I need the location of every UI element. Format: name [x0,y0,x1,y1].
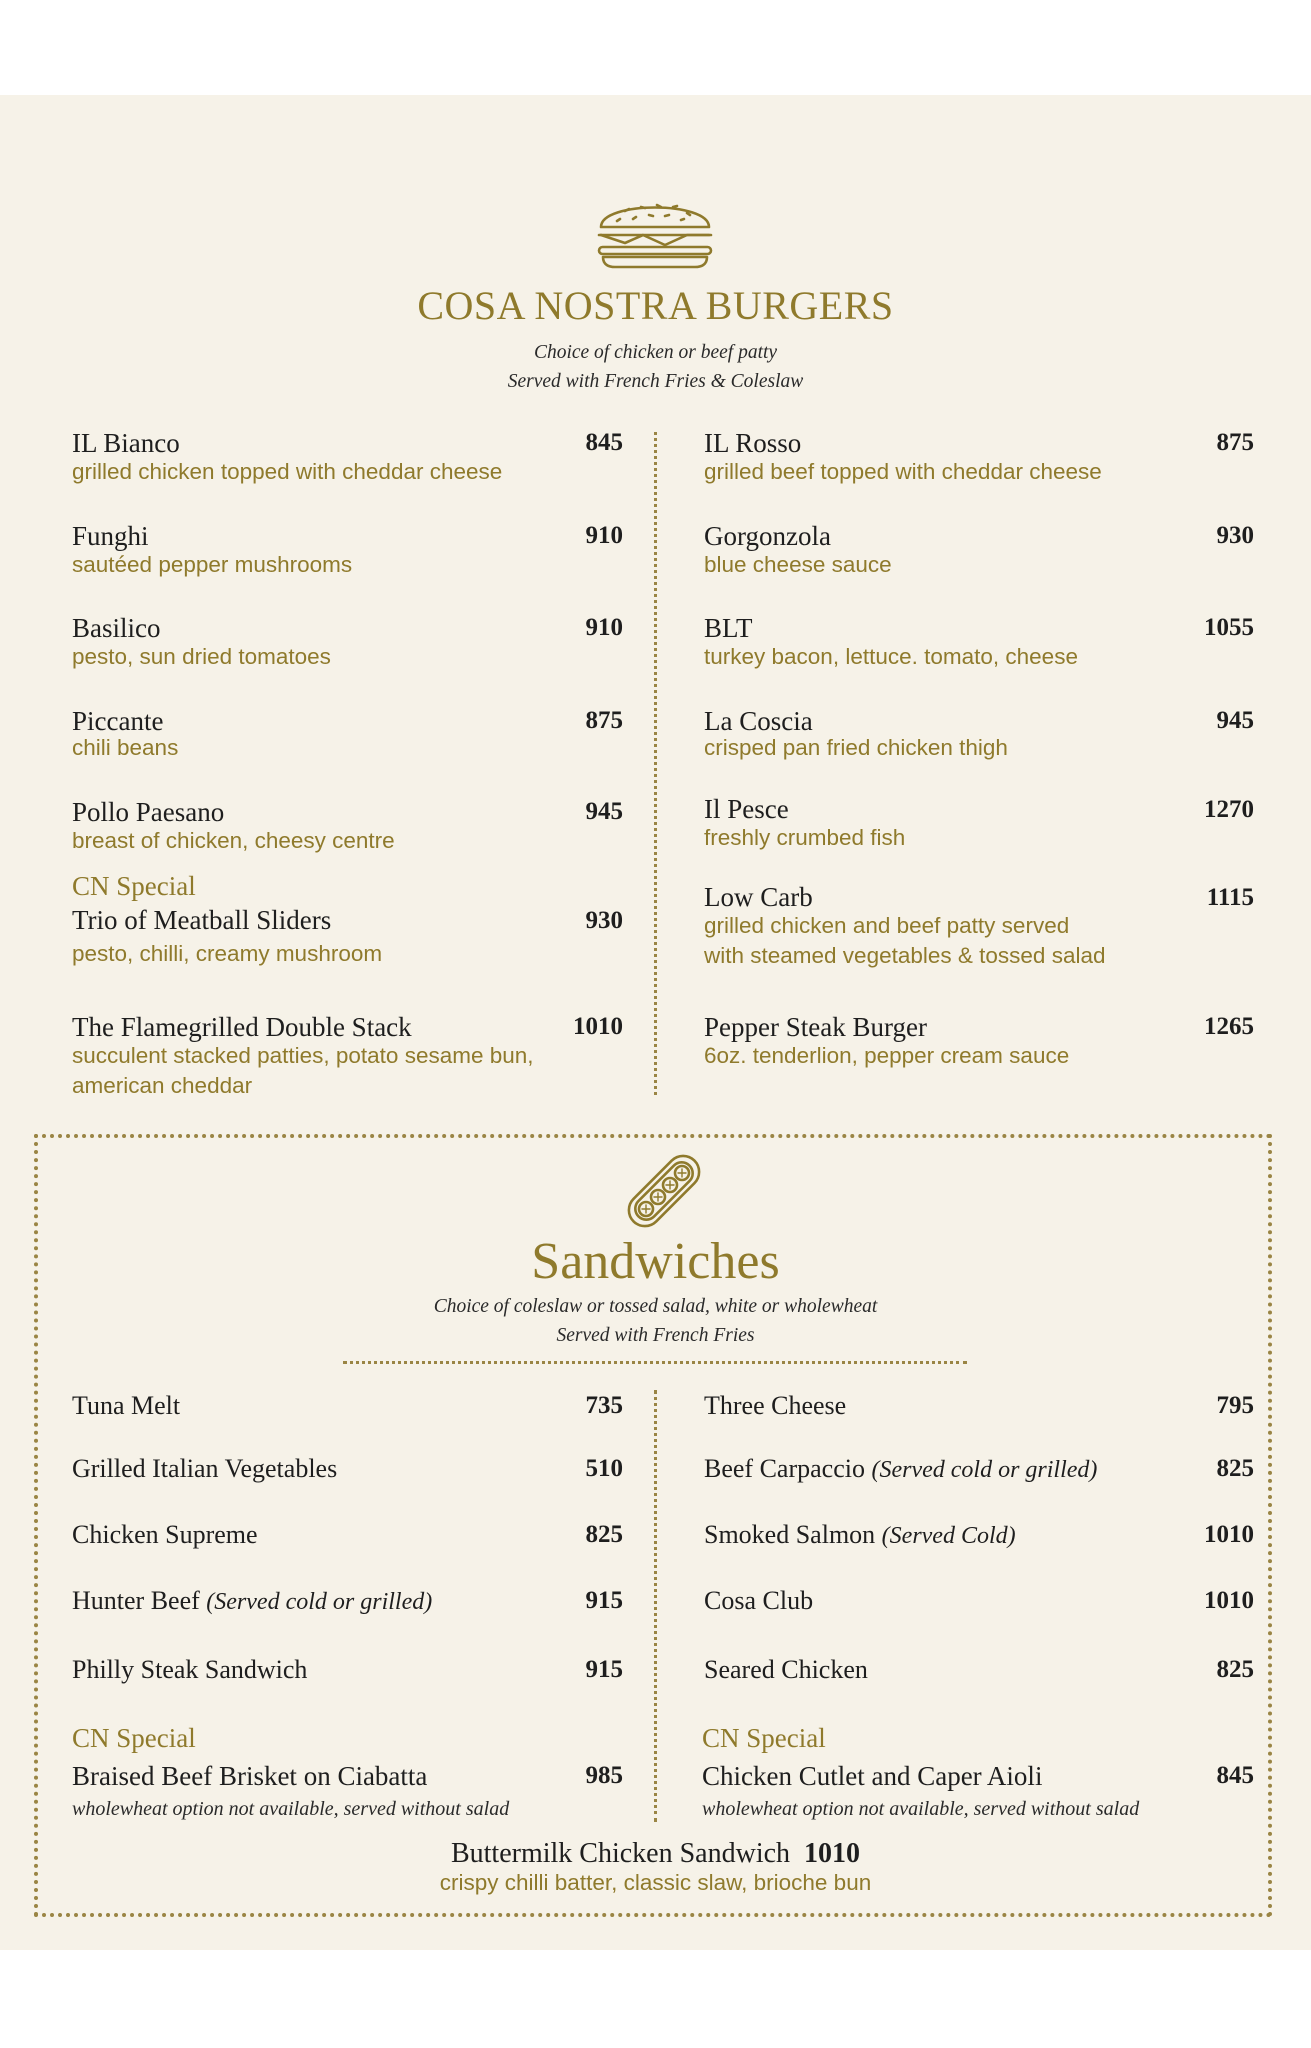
menu-item-price: 1265 [1204,1013,1254,1040]
menu-item-name-text: Beef Carpaccio [704,1454,865,1483]
menu-item-name: IL Rosso [704,428,802,458]
cn-special-label: CN Special [72,871,196,901]
sandwiches-subtitle-choice: Choice of coleslaw or tossed salad, white or wholewheat [433,1296,878,1317]
menu-item-description: succulent stacked patties, potato sesame bun, [72,1043,534,1068]
menu-item-name: Pollo Paesano [72,797,225,827]
sandwiches-subtitle-sides: Served with French Fries [556,1325,755,1346]
featured-sandwich [0,1838,1311,1870]
menu-item-description: pesto, sun dried tomatoes [72,644,331,669]
menu-item-price: 1010 [1204,1587,1254,1614]
menu-item-description: sautéed pepper mushrooms [72,552,353,577]
menu-item-description: 6oz. tenderlion, pepper cream sauce [704,1043,1070,1068]
menu-item-name [704,1454,1097,1484]
menu-item-price: 945 [1216,707,1254,734]
cn-special-label: CN Special [702,1723,826,1753]
menu-item-name: Basilico [72,613,161,643]
menu-item-name: BLT [704,613,753,643]
menu-item-price: 985 [585,1762,623,1789]
sandwiches-section-title: Sandwiches [531,1233,780,1290]
menu-item-name: Cosa Club [704,1586,814,1615]
menu-item-price: 945 [585,798,623,825]
menu-item-description-continued: with steamed vegetables & tossed salad [704,943,1106,968]
menu-item-price: 930 [1216,522,1254,549]
menu-item-description: grilled chicken and beef patty served [704,913,1070,938]
menu-item-price: 875 [1216,429,1254,456]
menu-item-description: grilled beef topped with cheddar cheese [704,459,1102,484]
menu-item-name: Grilled Italian Vegetables [72,1454,338,1483]
menu-item-price: 1270 [1204,796,1254,823]
menu-item-name: Buttermilk Chicken Sandwich [450,1838,791,1869]
menu-item-name: Low Carb [704,882,813,912]
menu-item-price: 795 [1216,1392,1254,1419]
menu-item-name: Gorgonzola [704,521,831,551]
menu-item-price: 1055 [1204,614,1254,641]
menu-item-name: IL Bianco [72,428,180,458]
serving-note: (Served Cold) [881,1523,1016,1549]
menu-item-price: 915 [585,1656,623,1683]
menu-item-price: 510 [585,1455,623,1482]
menu-item-description: blue cheese sauce [704,552,892,577]
menu-item-name-text: Hunter Beef [72,1586,200,1615]
menu-item-name: Braised Beef Brisket on Ciabatta [72,1761,428,1791]
menu-item-price: 1010 [804,1838,861,1869]
menu-item-price: 825 [1216,1656,1254,1683]
menu-item-note: wholewheat option not available, served without salad [72,1798,510,1820]
menu-item-price: 845 [585,429,623,456]
serving-note: (Served cold or grilled) [206,1589,433,1615]
menu-item-name [72,1586,432,1616]
menu-item-price: 1010 [573,1013,623,1040]
burgers-subtitle-patty: Choice of chicken or beef patty [533,342,778,363]
menu-item-name: Chicken Supreme [72,1520,258,1549]
sandwiches-header-divider [343,1361,967,1364]
menu-item-description: breast of chicken, cheesy centre [72,828,395,853]
menu-item-name: Seared Chicken [704,1655,868,1684]
menu-item-name: Trio of Meatball Sliders [72,905,332,935]
menu-item-price: 735 [585,1392,623,1419]
menu-item-price: 1010 [1204,1521,1254,1548]
cn-special-label: CN Special [72,1723,196,1753]
menu-item-description: turkey bacon, lettuce. tomato, cheese [704,644,1078,669]
menu-item-price: 1115 [1206,884,1254,911]
menu-item-price: 825 [585,1521,623,1548]
menu-item-price: 915 [585,1587,623,1614]
menu-item-price: 845 [1216,1762,1254,1789]
menu-item-name: Tuna Melt [72,1391,181,1420]
menu-item-name: Pepper Steak Burger [704,1012,927,1042]
menu-item-name: Chicken Cutlet and Caper Aioli [702,1761,1043,1791]
menu-item-description: pesto, chilli, creamy mushroom [72,941,383,966]
serving-note: (Served cold or grilled) [871,1457,1098,1483]
burger-icon [595,191,715,269]
menu-item-description: chili beans [72,735,179,760]
menu-item-price: 875 [585,707,623,734]
menu-item-name [704,1520,1016,1550]
menu-item-name: Il Pesce [704,794,789,824]
menu-item-name: La Coscia [704,706,813,736]
menu-item-description: crisped pan fried chicken thigh [704,735,1008,760]
menu-item-name: Philly Steak Sandwich [72,1655,308,1684]
burgers-column-divider [654,432,657,1095]
sandwiches-column-divider [654,1390,657,1822]
menu-item-price: 910 [585,522,623,549]
burgers-subtitle-sides: Served with French Fries & Coleslaw [507,371,804,392]
menu-item-price: 930 [585,907,623,934]
menu-item-description: grilled chicken topped with cheddar cheese [72,459,503,484]
menu-item-name-text: Smoked Salmon [704,1520,876,1549]
menu-item-note: wholewheat option not available, served without salad [702,1798,1140,1820]
burgers-section-title: COSA NOSTRA BURGERS [417,283,894,328]
menu-item-description-continued: american cheddar [72,1073,253,1098]
menu-item-price: 825 [1216,1455,1254,1482]
menu-item-description: freshly crumbed fish [704,825,906,850]
menu-item-description: crispy chilli batter, classic slaw, brioche bun [439,1870,872,1895]
menu-item-name: Funghi [72,521,149,551]
menu-item-name: Three Cheese [704,1391,847,1420]
sandwich-icon [623,1150,705,1232]
menu-item-name: Piccante [72,706,164,736]
menu-item-price: 910 [585,614,623,641]
menu-item-name: The Flamegrilled Double Stack [72,1012,412,1042]
